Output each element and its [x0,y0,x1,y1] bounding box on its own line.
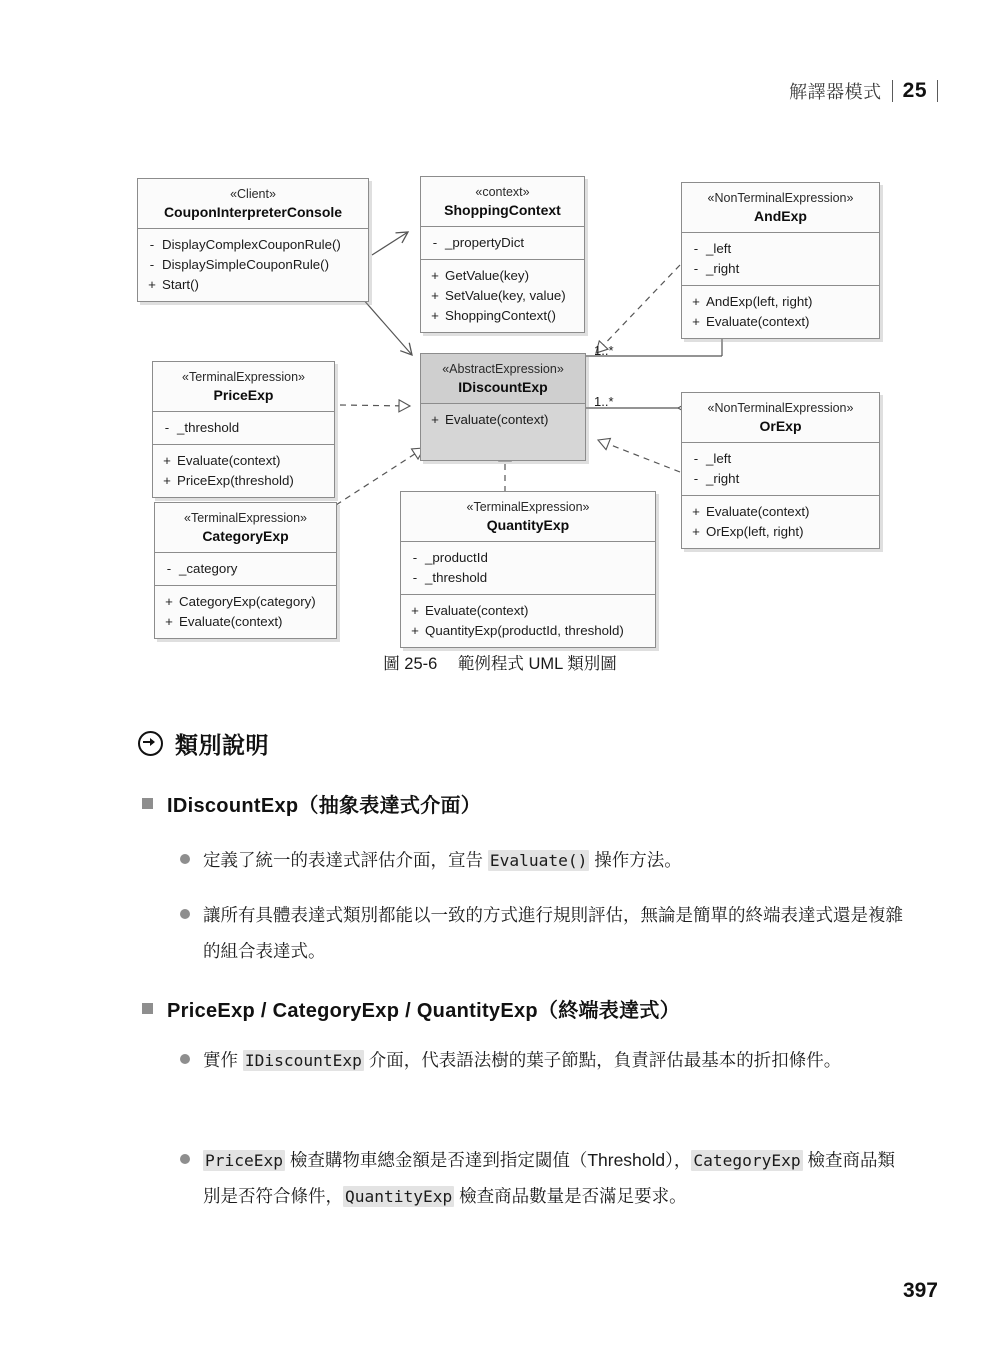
member-label: Evaluate(context) [706,503,810,519]
class-member-row [686,522,875,542]
class-stereotype: «TerminalExpression» [182,370,305,384]
member-label: DisplaySimpleCouponRule() [162,256,330,272]
member-label: Evaluate(context) [177,452,281,468]
header-chapter-title: 解譯器模式 [789,82,882,102]
member-label: _threshold [425,569,488,585]
list-item-label: PriceExp / CategoryExp / QuantityExp（終端表達式） [167,1000,681,1022]
class-header [155,503,336,553]
class-member-row [157,471,330,491]
class-name: QuantityExp [486,516,570,533]
realize-andexp-to-idiscountexp [596,265,680,353]
member-visibility: + [431,267,439,283]
member-label: _left [706,450,732,466]
figure-caption-text: 範例程式 UML 類別圖 [457,655,617,673]
uml-class-diagram [0,160,1000,650]
class-member-row [425,233,580,253]
uml-class-and-exp [681,182,880,339]
member-label: _productId [425,549,488,565]
class-member-row [425,266,580,286]
figure-caption-number: 圖 25-6 [383,655,438,673]
round-bullet-icon [180,854,190,864]
class-stereotype: «NonTerminalExpression» [707,191,854,205]
uml-class-quantity-exp [400,491,656,648]
text-part: 檢查商品數量是否滿足要求。 [454,1185,687,1206]
round-bullet-icon [180,1154,190,1164]
member-label: AndExp(left, right) [706,293,813,309]
member-visibility: + [148,276,156,292]
class-member-row [686,239,875,259]
member-label: Evaluate(context) [179,613,283,629]
member-label: Evaluate(context) [706,313,810,329]
uml-class-coupon-interpreter-console [137,178,369,302]
text-part: 實作 [203,1050,243,1070]
class-member-row [405,568,651,588]
uml-class-shopping-context [420,176,585,333]
list-item-terminal-expressions-title [142,994,680,1023]
list-item-idiscountexp-b2 [180,898,910,970]
member-visibility: - [432,234,438,250]
round-bullet-icon [180,1054,190,1064]
uml-class-or-exp [681,392,880,549]
uml-class-idiscount-exp [420,353,586,461]
text-part: 定義了統一的表達式評估介面，宣告 [203,850,488,870]
circled-arrow-icon [138,731,163,756]
text-part: 介面，代表語法樹的葉子節點，負責評估最基本的折扣條件。 [363,1050,842,1070]
member-visibility: - [693,260,699,276]
inline-code: CategoryExp [693,1151,801,1170]
class-member-row [157,451,330,471]
member-label: _left [706,240,732,256]
class-header [421,177,584,227]
member-visibility: + [411,602,419,618]
class-member-row [405,601,651,621]
class-attributes [682,233,879,285]
list-item-label [203,843,682,879]
multiplicity-or-exp: 1..* [594,394,614,409]
member-visibility: - [164,419,170,435]
class-operations [401,594,655,647]
class-member-row [686,449,875,469]
class-member-row [405,621,651,641]
class-operations [682,285,879,338]
class-attributes [682,443,879,495]
inline-code: IDiscountExp [244,1051,362,1070]
class-name: CategoryExp [202,527,289,544]
list-item-idiscountexp-title [142,789,481,818]
text-part: 操作方法。 [589,850,682,870]
class-member-row [425,286,580,306]
assoc-client-to-context [372,232,408,255]
realize-priceexp-to-idiscountexp [340,405,410,406]
text-part: 檢查購物車總金額是否達到指定閾值（Threshold）， [284,1150,692,1170]
member-label: _propertyDict [445,234,525,250]
class-member-row [159,592,332,612]
member-label: DisplayComplexCouponRule() [162,236,341,252]
class-stereotype: «NonTerminalExpression» [707,401,854,415]
member-visibility: + [692,523,700,539]
section-heading-label: 類別說明 [175,732,269,758]
list-item-label [203,1143,910,1215]
class-member-row [425,306,580,326]
member-visibility: + [165,593,173,609]
class-member-row [425,410,581,430]
class-member-row [686,469,875,489]
class-header [421,354,585,404]
class-name: PriceExp [213,386,274,403]
class-name: OrExp [759,417,802,434]
member-visibility: + [431,307,439,323]
class-member-row [159,612,332,632]
header-chapter-number: 25 [902,79,927,102]
class-stereotype: «AbstractExpression» [442,362,564,376]
member-visibility: - [693,240,699,256]
class-stereotype: «Client» [230,187,276,201]
member-visibility: - [412,549,418,565]
class-member-row [405,548,651,568]
class-operations [153,444,334,497]
class-member-row [686,292,875,312]
class-stereotype: «TerminalExpression» [466,500,590,514]
class-member-row [142,275,364,295]
class-member-row [142,255,364,275]
member-label: _threshold [177,419,240,435]
member-visibility: - [166,560,172,576]
class-attributes [401,542,655,594]
header-divider-right [937,80,938,102]
list-item-idiscountexp-b1 [180,843,910,879]
class-member-row [159,559,332,579]
page-header [789,78,938,104]
member-label: _right [706,260,740,276]
member-visibility: + [431,287,439,303]
uml-class-price-exp [152,361,335,498]
member-label: Evaluate(context) [445,411,549,427]
member-visibility: - [693,450,699,466]
member-visibility: + [431,411,439,427]
member-visibility: - [149,256,155,272]
class-header [682,393,879,443]
class-operations [421,404,585,460]
member-label: ShoppingContext() [445,307,556,323]
class-header [401,492,655,542]
inline-code: Evaluate() [489,851,588,870]
inline-code: QuantityExp [345,1186,453,1206]
page-number: 397 [902,1279,938,1302]
member-label: CategoryExp(category) [179,593,316,609]
member-label: _category [179,560,238,576]
list-item-label: IDiscountExp（抽象表達式介面） [167,795,482,817]
class-operations [155,585,336,638]
class-member-row [686,259,875,279]
multiplicity-and-exp: 1..* [594,343,614,358]
class-attributes [153,412,334,444]
class-operations [682,495,879,548]
class-member-row [686,312,875,332]
member-visibility: - [149,236,155,252]
class-operations [421,259,584,332]
member-visibility: - [693,470,699,486]
member-visibility: + [163,472,171,488]
class-name: ShoppingContext [444,201,561,218]
member-visibility: - [412,569,418,585]
member-visibility: + [692,293,700,309]
list-item-terminal-b1 [180,1043,910,1079]
member-label: Start() [162,276,199,292]
member-visibility: + [692,503,700,519]
member-label: PriceExp(threshold) [177,472,294,488]
list-item-terminal-b2 [180,1143,910,1215]
class-header [153,362,334,412]
class-name: IDiscountExp [458,378,548,395]
member-visibility: + [411,622,419,638]
inline-code: PriceExp [205,1151,283,1170]
round-bullet-icon [180,909,190,919]
class-name: CouponInterpreterConsole [163,203,343,220]
class-name: AndExp [754,207,807,224]
class-stereotype: «context» [475,185,530,199]
class-attributes [155,553,336,585]
class-member-row [142,235,364,255]
member-visibility: + [692,313,700,329]
realize-orexp-to-idiscountexp [598,440,680,472]
member-visibility: + [165,613,173,629]
member-label: SetValue(key, value) [445,287,566,303]
member-visibility: + [163,452,171,468]
class-member-row [686,502,875,522]
member-label: Evaluate(context) [425,602,529,618]
class-header [138,179,368,229]
header-divider-left [892,80,893,102]
class-member-row [157,418,330,438]
square-bullet-icon [142,1003,153,1014]
member-label: OrExp(left, right) [706,523,804,539]
member-label: GetValue(key) [445,267,530,283]
class-operations [138,229,368,301]
member-label: _right [706,470,740,486]
member-label: QuantityExp(productId, threshold) [425,622,624,638]
uml-class-category-exp [154,502,337,639]
square-bullet-icon [142,798,153,809]
list-item-label: 讓所有具體表達式類別都能以一致的方式進行規則評估，無論是簡單的終端表達式還是複雜的組合表達式。 [203,905,903,961]
figure-caption [0,650,1000,674]
list-item-label [203,1043,841,1079]
class-header [682,183,879,233]
text-part: 檢查商品類別是否符合條件， [203,1150,895,1206]
class-stereotype: «TerminalExpression» [184,511,307,525]
class-attributes [421,227,584,259]
section-heading [138,727,269,760]
